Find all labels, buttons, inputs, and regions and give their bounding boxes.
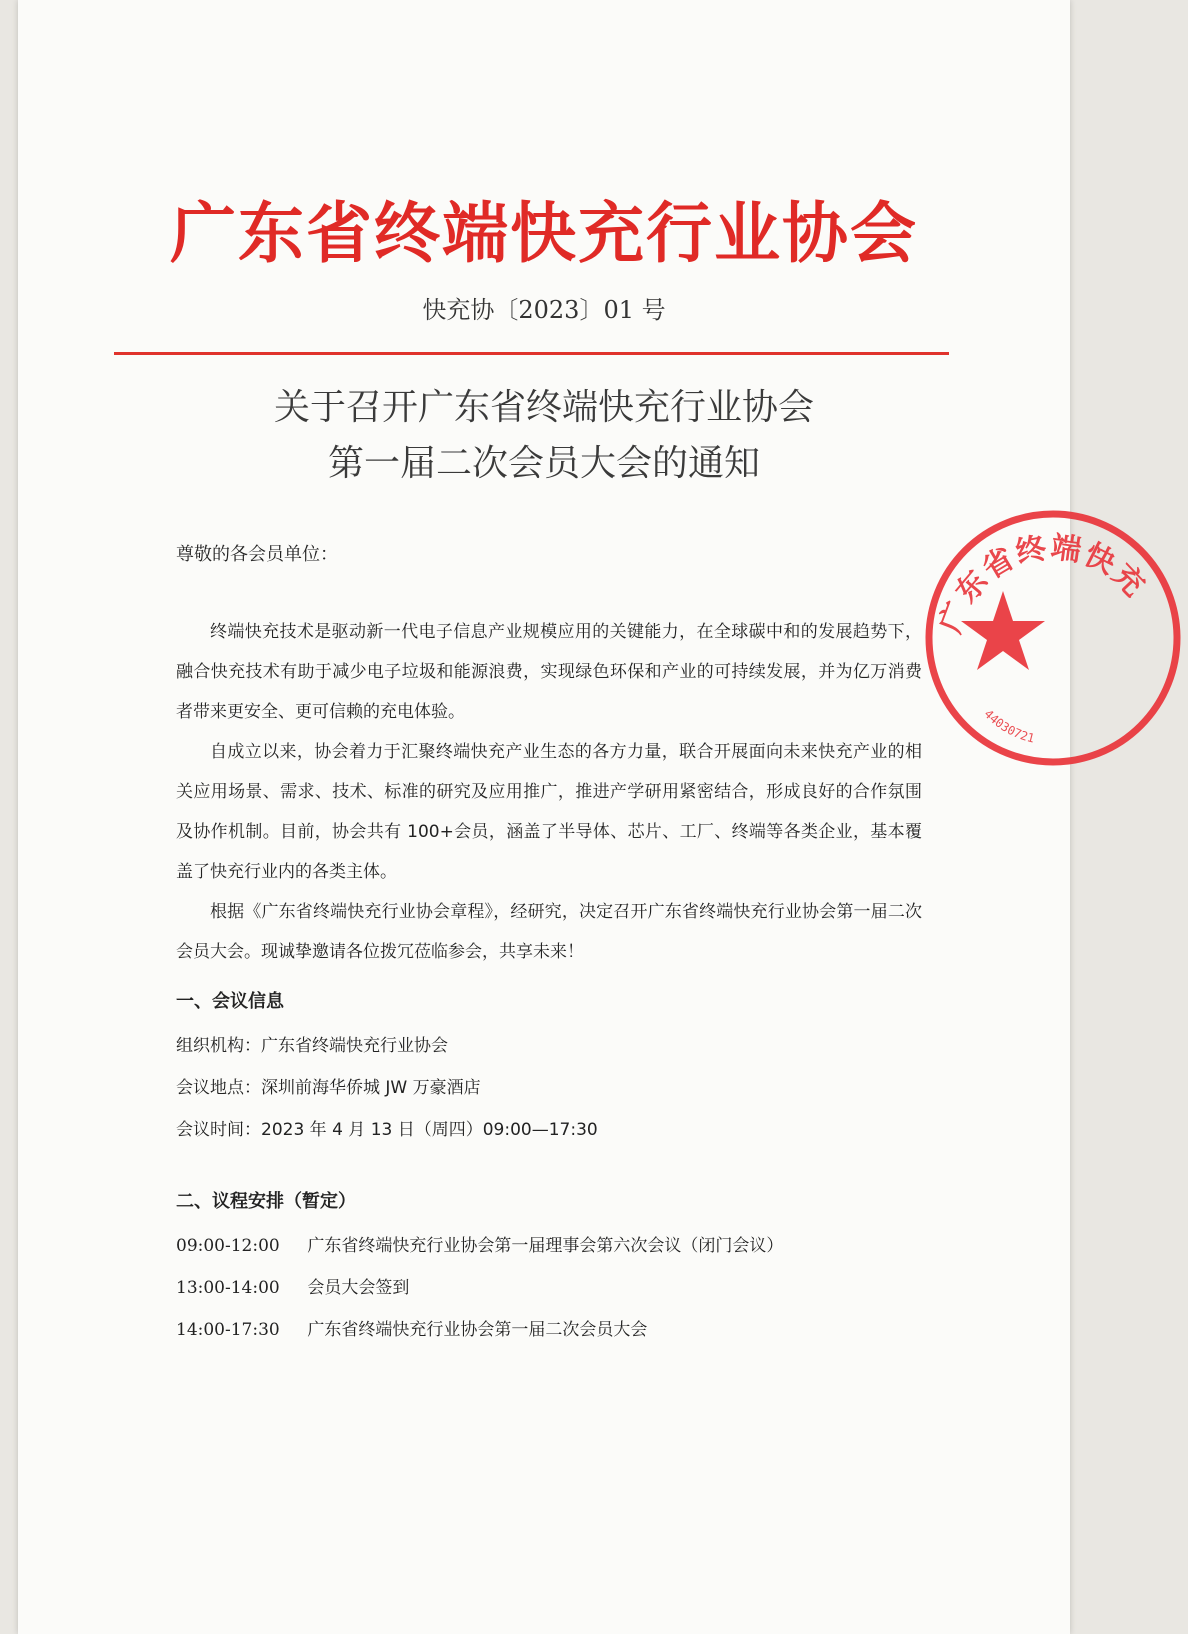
paragraph-3: 根据《广东省终端快充行业协会章程》，经研究，决定召开广东省终端快充行业协会第一届二次会员大会。现诚挚邀请各位拨冗莅临参会，共享未来！	[176, 902, 922, 962]
paragraph-2: 自成立以来，协会着力于汇聚终端快充产业生态的各方力量，联合开展面向未来快充产业的相关应用场景、需求、技术、标准的研究及应用推广，推进产学研用紧密结合，形成良好的合作氛围及协作机制。目前，协会共有 100+会员，涵盖了半导体、芯片、工厂、终端等各类企业，基本覆盖了快充行业内的各类主体。	[176, 742, 922, 882]
agenda-time: 09:00-12:00	[176, 1236, 280, 1256]
agenda-item	[176, 1267, 783, 1309]
agenda-item	[176, 1309, 783, 1351]
paragraph-1: 终端快充技术是驱动新一代电子信息产业规模应用的关键能力，在全球碳中和的发展趋势下，融合快充技术有助于减少电子垃圾和能源浪费，实现绿色环保和产业的可持续发展，并为亿万消费者带来更安全、更可信赖的充电体验。	[176, 622, 922, 722]
red-divider-line	[114, 352, 949, 355]
agenda-item	[176, 1225, 783, 1267]
organization-title: 广东省终端快充行业协会	[170, 195, 918, 272]
agenda-heading: 二、议程安排（暂定）	[176, 1191, 356, 1212]
organizer-line: 组织机构：广东省终端快充行业协会	[176, 1036, 448, 1056]
notice-title-line-1: 关于召开广东省终端快充行业协会	[273, 387, 814, 428]
agenda-section	[176, 1185, 783, 1351]
time-line: 会议时间：2023 年 4 月 13 日（周四）09:00—17:30	[176, 1120, 598, 1140]
agenda-desc: 会员大会签到	[307, 1278, 410, 1298]
agenda-time: 13:00-14:00	[176, 1278, 280, 1298]
agenda-time: 14:00-17:30	[176, 1320, 280, 1340]
salutation: 尊敬的各会员单位：	[176, 544, 338, 565]
document-page	[18, 0, 1070, 1634]
notice-title-line-2: 第一届二次会员大会的通知	[327, 443, 760, 484]
document-number: 快充协〔2023〕01 号	[422, 296, 666, 324]
agenda-desc: 广东省终端快充行业协会第一届理事会第六次会议（闭门会议）	[307, 1236, 784, 1256]
seal-text: 广东省终端快充	[933, 529, 1153, 638]
official-seal-stamp	[918, 503, 1188, 773]
meeting-info-section	[176, 985, 598, 1151]
seal-code: 44030721	[981, 706, 1036, 746]
meeting-info-heading: 一、会议信息	[176, 991, 284, 1012]
notice-title	[18, 380, 1070, 492]
venue-line: 会议地点：深圳前海华侨城 JW 万豪酒店	[176, 1078, 481, 1098]
notice-body	[176, 612, 922, 972]
agenda-desc: 广东省终端快充行业协会第一届二次会员大会	[307, 1320, 648, 1340]
